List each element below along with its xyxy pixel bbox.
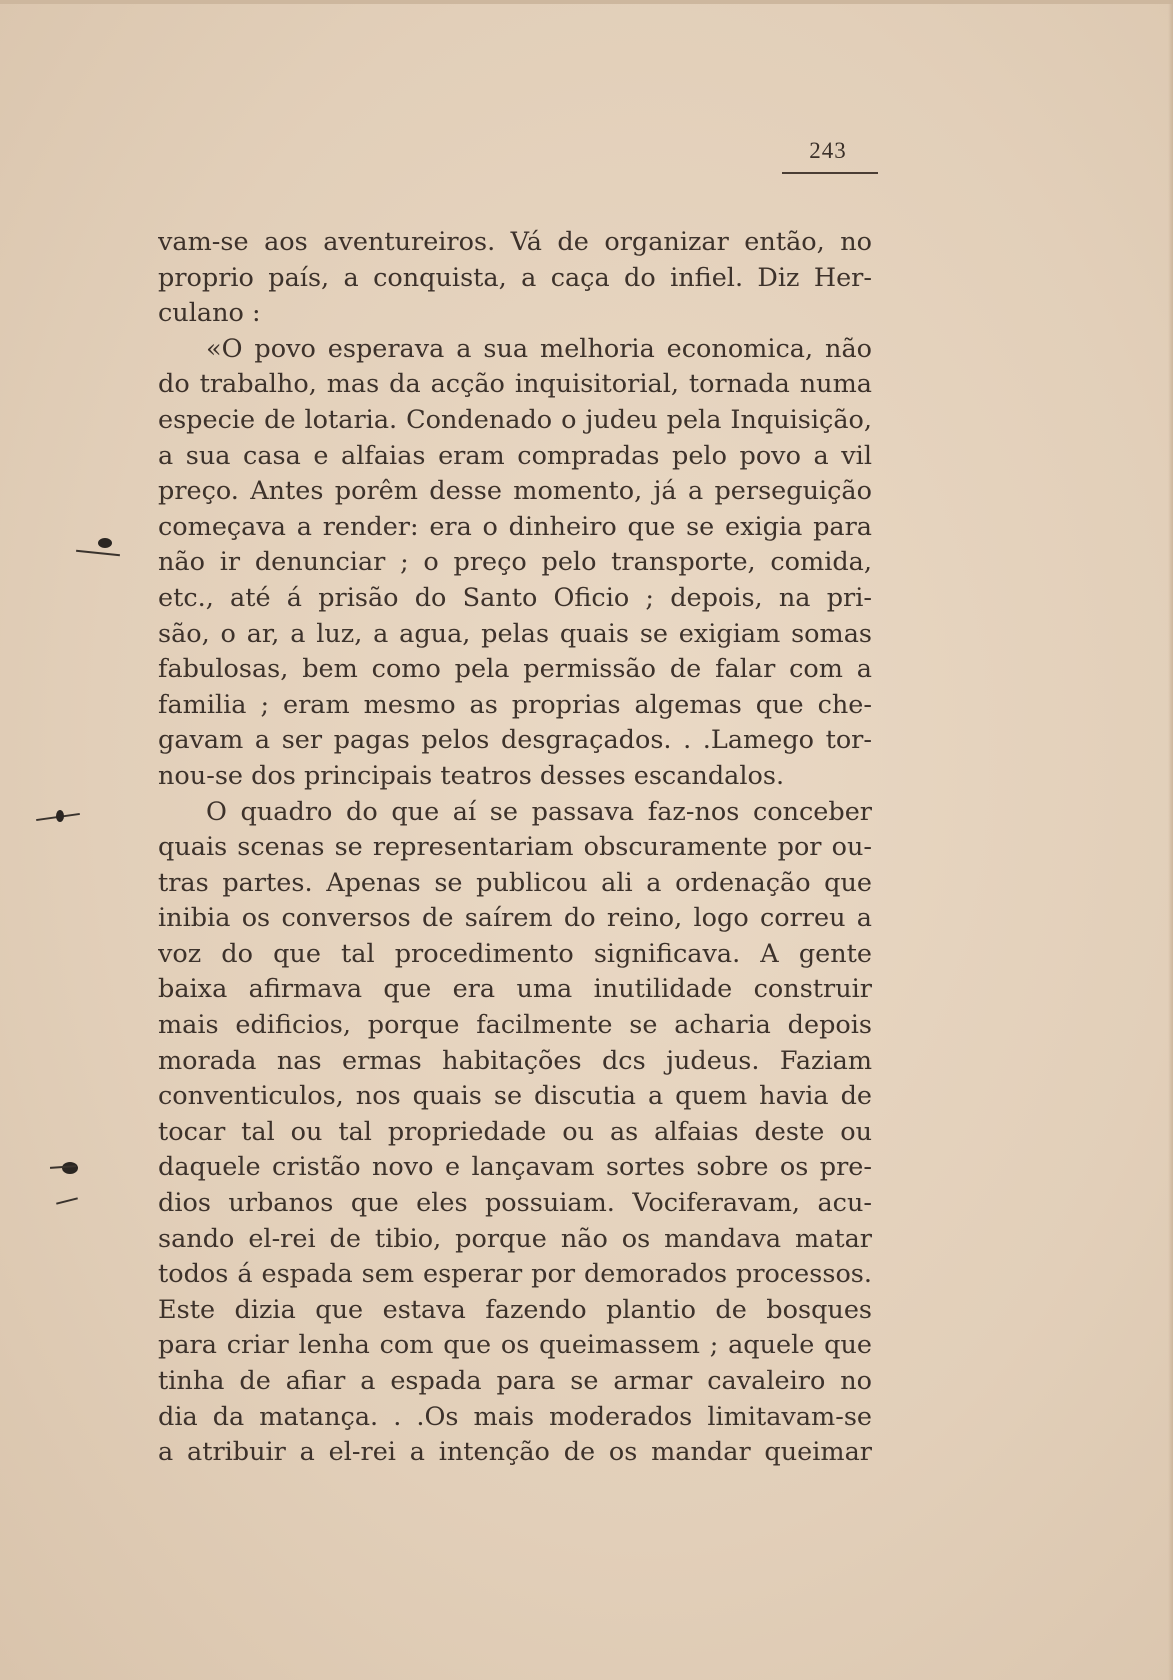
text-line: conventiculos, nos quais se discutia a quem havia de (158, 1081, 872, 1112)
text-line: O quadro do que aí se passava faz-nos conceber (206, 796, 872, 827)
text-line: especie de lotaria. Condenado o judeu pela Inquisição, (158, 404, 872, 435)
page-number-rule (782, 172, 878, 174)
text-line: «O povo esperava a sua melhoria economica, não (206, 333, 872, 364)
text-line: daquele cristão novo e lançavam sortes sobre os pre- (158, 1152, 872, 1183)
text-line: Este dizia que estava fazendo plantio de bosques (158, 1294, 872, 1325)
text-line: a sua casa e alfaias eram compradas pelo povo a vil (158, 440, 872, 471)
text-line: todos á espada sem esperar por demorados processos. (158, 1259, 872, 1290)
text-line: baixa afirmava que era uma inutilidade construir (158, 974, 872, 1005)
binding-hole (56, 810, 64, 822)
binding-hole (98, 538, 112, 548)
text-line: são, o ar, a luz, a agua, pelas quais se exigiam somas (158, 618, 872, 649)
text-line: inibia os conversos de saírem do reino, logo correu a (158, 903, 872, 934)
page-top-edge (0, 0, 1173, 4)
text-line: morada nas ermas habitações dcs judeus. Faziam (158, 1045, 872, 1076)
text-line: familia ; eram mesmo as proprias algemas que che- (158, 689, 872, 720)
text-line: gavam a ser pagas pelos desgraçados. . .Lamego tor- (158, 725, 872, 756)
binding-hole-mark (56, 1197, 78, 1204)
page-number: 243 (809, 138, 847, 163)
text-line: a atribuir a el-rei a intenção de os mandar queimar (158, 1437, 872, 1468)
binding-hole (62, 1162, 78, 1174)
text-line: voz do que tal procedimento significava. A gente (158, 938, 872, 969)
text-line: dios urbanos que eles possuiam. Vociferavam, acu- (158, 1188, 872, 1219)
text-line: tinha de afiar a espada para se armar cavaleiro no (158, 1366, 872, 1396)
text-line: mais edificios, porque facilmente se acharia depois (158, 1010, 872, 1041)
text-line: preço. Antes porêm desse momento, já a perseguição (158, 476, 872, 507)
text-line: para criar lenha com que os queimassem ; aquele que (158, 1330, 872, 1361)
text-line: tras partes. Apenas se publicou ali a ordenação que (158, 867, 872, 898)
text-line: etc., até á prisão do Santo Oficio ; depois, na pri- (158, 582, 872, 613)
text-line: tocar tal ou tal propriedade ou as alfaias deste ou (158, 1116, 872, 1147)
text-line: não ir denunciar ; o preço pelo transporte, comida, (158, 547, 872, 578)
text-line: nou-se dos principais teatros desses escandalos. (158, 760, 785, 791)
text-line: culano : (158, 298, 261, 329)
text-line: quais scenas se representariam obscuramente por ou- (158, 832, 872, 863)
text-line: começava a render: era o dinheiro que se exigia para (158, 511, 872, 542)
text-line: sando el-rei de tibio, porque não os mandava matar (158, 1223, 872, 1254)
text-line: proprio país, a conquista, a caça do infiel. Diz Her- (158, 262, 872, 293)
text-line: fabulosas, bem como pela permissão de falar com a (158, 654, 872, 685)
page-right-edge (1168, 0, 1173, 1680)
binding-hole-mark (76, 550, 120, 557)
text-line: do trabalho, mas da acção inquisitorial, tornada numa (158, 369, 872, 400)
text-line: dia da matança. . .Os mais moderados limitavam-se (158, 1401, 872, 1432)
text-line: vam-se aos aventureiros. Vá de organizar então, no (158, 227, 872, 257)
body-text (158, 225, 872, 1471)
